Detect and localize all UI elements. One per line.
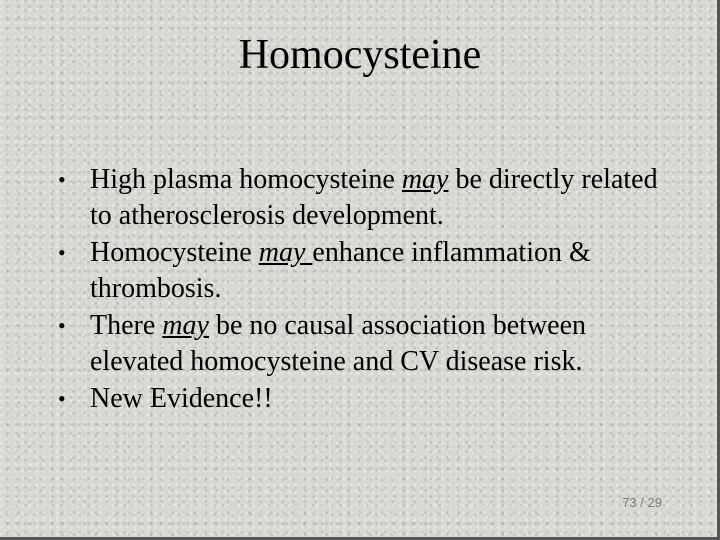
bullet-icon: • [58, 240, 66, 265]
bullet-list [56, 162, 676, 418]
bullet-item [56, 381, 676, 417]
bullet-item [56, 235, 676, 307]
slide-title: Homocysteine [238, 32, 482, 78]
page-number [622, 495, 662, 510]
page-separator: / [640, 495, 644, 510]
bullet-text: enhance inflammation & thrombosis. [90, 237, 591, 304]
bullet-emphasis: may [401, 164, 449, 195]
page-current: 73 [622, 495, 637, 510]
bullet-icon: • [58, 313, 66, 338]
bullet-item [56, 162, 676, 234]
bullet-emphasis: may [162, 310, 209, 341]
bullet-text: High plasma homocysteine [90, 164, 402, 195]
bullet-icon: • [58, 167, 66, 192]
bullet-text: Homocysteine [90, 237, 259, 268]
page-total: 29 [647, 495, 662, 510]
bullet-text: be directly related to atherosclerosis development. [90, 164, 658, 231]
bullet-item [56, 308, 676, 380]
bullet-icon: • [58, 386, 66, 411]
bullet-emphasis: may [258, 237, 313, 268]
bullet-text: There [90, 310, 163, 341]
bullet-text: be no causal association between elevated homocysteine and CV disease risk. [90, 310, 587, 377]
bullet-text: New Evidence!! [90, 383, 273, 414]
